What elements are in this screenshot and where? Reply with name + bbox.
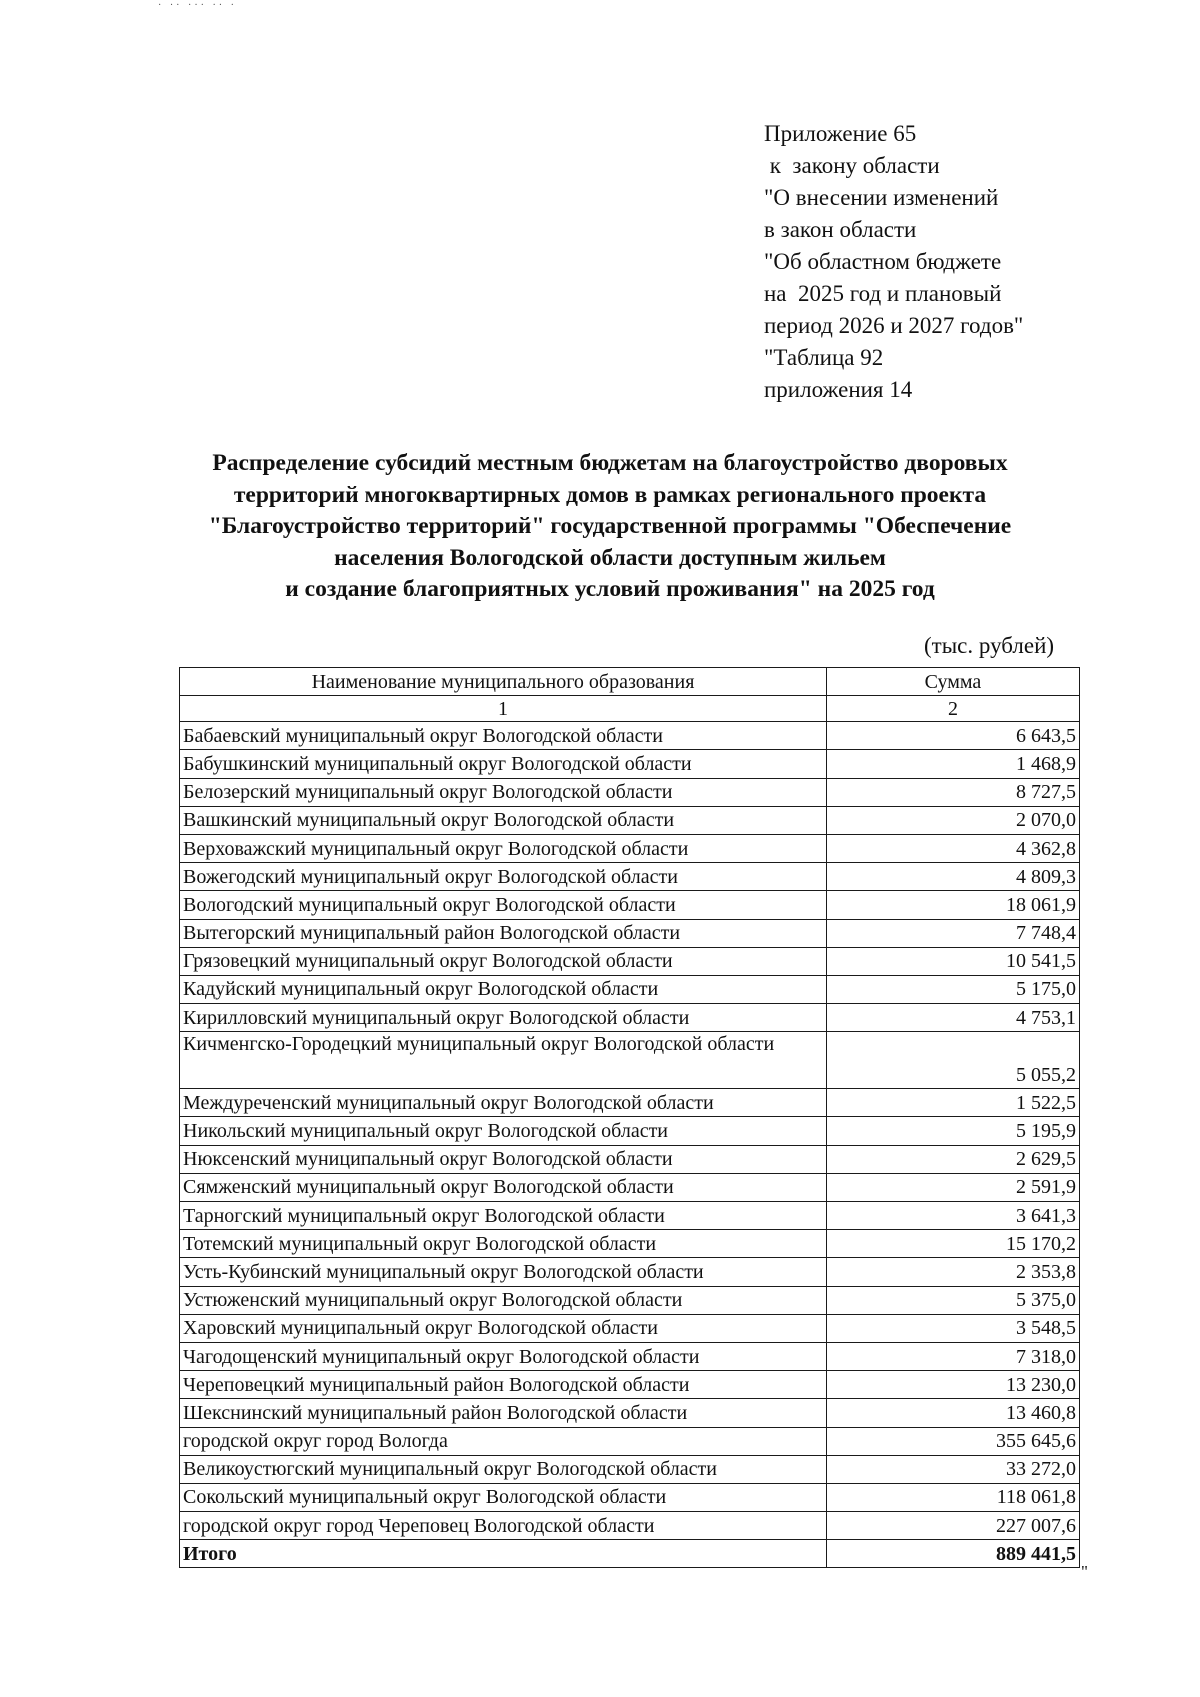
row-name: Нюксенский муниципальный округ Вологодской области [180, 1145, 827, 1173]
row-sum: 2 070,0 [827, 806, 1080, 834]
table-row [180, 1399, 1080, 1427]
row-sum: 5 375,0 [827, 1286, 1080, 1314]
row-sum: 1 468,9 [827, 750, 1080, 778]
appendix-line: "О внесении изменений [764, 185, 999, 210]
row-sum: 4 809,3 [827, 863, 1080, 891]
header-sum: Сумма [827, 668, 1080, 696]
row-sum: 227 007,6 [827, 1512, 1080, 1540]
appendix-line: на 2025 год и плановый [764, 281, 1002, 306]
appendix-line: Приложение 65 [764, 121, 917, 146]
scan-corner-marks: · ·· ··· ·· · [158, 0, 237, 11]
units-note: (тыс. рублей) [924, 633, 1055, 658]
appendix-line: период 2026 и 2027 годов" [764, 313, 1024, 338]
row-sum: 3 641,3 [827, 1202, 1080, 1230]
row-name: Междуреченский муниципальный округ Вологодской области [180, 1089, 827, 1117]
row-sum: 3 548,5 [827, 1314, 1080, 1342]
row-name: Белозерский муниципальный округ Вологодской области [180, 778, 827, 806]
row-sum: 1 522,5 [827, 1089, 1080, 1117]
row-sum: 5 195,9 [827, 1117, 1080, 1145]
table-row [180, 1455, 1080, 1483]
title-line: "Благоустройство территорий" государственной программы "Обеспечение [208, 513, 1012, 539]
table-header-row [180, 668, 1080, 696]
row-sum: 6 643,5 [827, 722, 1080, 750]
total-label: Итого [180, 1540, 827, 1568]
appendix-header [764, 118, 1023, 406]
row-name: Чагодощенский муниципальный округ Вологодской области [180, 1342, 827, 1370]
appendix-line: "Таблица 92 [764, 345, 884, 370]
row-name: Тотемский муниципальный округ Вологодской области [180, 1230, 827, 1258]
title-line: территорий многоквартирных домов в рамках регионального проекта [233, 481, 987, 508]
table-row [180, 722, 1080, 750]
table-row [180, 1427, 1080, 1455]
row-name: Устюженский муниципальный округ Вологодской области [180, 1286, 827, 1314]
row-name: Тарногский муниципальный округ Вологодской области [180, 1202, 827, 1230]
appendix-line: в закон области [764, 217, 917, 242]
subsidy-table [179, 667, 1080, 1568]
table-row [180, 1483, 1080, 1511]
row-name: городской округ город Вологда [180, 1427, 827, 1455]
row-name: Кирилловский муниципальный округ Вологодской области [180, 1004, 827, 1032]
table-row [180, 1286, 1080, 1314]
title-line: населения Вологодской области доступным жильем [334, 544, 886, 571]
appendix-line: к закону области [764, 153, 940, 178]
table-row [180, 1314, 1080, 1342]
table-row [180, 778, 1080, 806]
row-name: Шекснинский муниципальный район Вологодской области [180, 1399, 827, 1427]
row-name: Великоустюгский муниципальный округ Вологодской области [180, 1455, 827, 1483]
row-name: Вологодский муниципальный округ Вологодской области [180, 891, 827, 919]
table-row [180, 1258, 1080, 1286]
title-line: и создание благоприятных условий проживания" на 2025 год [285, 576, 935, 602]
row-sum: 5 175,0 [827, 975, 1080, 1003]
row-sum: 10 541,5 [827, 947, 1080, 975]
appendix-line: "Об областном бюджете [764, 249, 1002, 274]
row-sum: 355 645,6 [827, 1427, 1080, 1455]
table-row [180, 1342, 1080, 1370]
table-row [180, 806, 1080, 834]
table-row [180, 863, 1080, 891]
row-name: Сокольский муниципальный округ Вологодской области [180, 1483, 827, 1511]
column-index-row [180, 696, 1080, 722]
table-row [180, 1089, 1080, 1117]
table-row [180, 1117, 1080, 1145]
row-name: Бабаевский муниципальный округ Вологодской области [180, 722, 827, 750]
row-name: Череповецкий муниципальный район Вологодской области [180, 1371, 827, 1399]
document-title [150, 448, 1070, 606]
row-name: Вашкинский муниципальный округ Вологодской области [180, 806, 827, 834]
row-sum: 4 362,8 [827, 834, 1080, 862]
table-row [180, 919, 1080, 947]
closing-quote: " [1081, 1562, 1088, 1581]
row-name: Усть-Кубинский муниципальный округ Вологодской области [180, 1258, 827, 1286]
table-row [180, 1145, 1080, 1173]
total-row [180, 1540, 1080, 1568]
row-name: Кадуйский муниципальный округ Вологодской области [180, 975, 827, 1003]
row-name: Бабушкинский муниципальный округ Вологодской области [180, 750, 827, 778]
table-row [180, 1004, 1080, 1032]
appendix-line: приложения 14 [764, 377, 913, 402]
row-sum: 2 353,8 [827, 1258, 1080, 1286]
row-name: Вожегодский муниципальный округ Вологодской области [180, 863, 827, 891]
title-line: Распределение субсидий местным бюджетам на благоустройство дворовых [212, 450, 1008, 476]
row-name: Харовский муниципальный округ Вологодской области [180, 1314, 827, 1342]
row-name: Никольский муниципальный округ Вологодской области [180, 1117, 827, 1145]
table-row [180, 891, 1080, 919]
row-sum: 13 230,0 [827, 1371, 1080, 1399]
column-index-sum: 2 [827, 696, 1080, 722]
row-name: городской округ город Череповец Вологодской области [180, 1512, 827, 1540]
row-sum: 18 061,9 [827, 891, 1080, 919]
header-name: Наименование муниципального образования [180, 668, 827, 696]
table-row [180, 1202, 1080, 1230]
row-name: Сямженский муниципальный округ Вологодской области [180, 1173, 827, 1201]
row-name: Вытегорский муниципальный район Вологодской области [180, 919, 827, 947]
table-row [180, 1032, 1080, 1089]
row-sum: 13 460,8 [827, 1399, 1080, 1427]
table-row [180, 1371, 1080, 1399]
table-row [180, 1230, 1080, 1258]
total-sum: 889 441,5 [827, 1540, 1080, 1568]
column-index-name: 1 [180, 696, 827, 722]
row-sum: 7 748,4 [827, 919, 1080, 947]
row-sum: 15 170,2 [827, 1230, 1080, 1258]
row-name: Верховажский муниципальный округ Вологодской области [180, 834, 827, 862]
table-row [180, 975, 1080, 1003]
table-row [180, 1173, 1080, 1201]
row-name: Грязовецкий муниципальный округ Вологодской области [180, 947, 827, 975]
table-row [180, 750, 1080, 778]
row-sum: 5 055,2 [827, 1032, 1080, 1089]
row-sum: 2 629,5 [827, 1145, 1080, 1173]
row-sum: 8 727,5 [827, 778, 1080, 806]
row-sum: 7 318,0 [827, 1342, 1080, 1370]
table-row [180, 947, 1080, 975]
row-sum: 33 272,0 [827, 1455, 1080, 1483]
table-row [180, 1512, 1080, 1540]
row-name: Кичменгско-Городецкий муниципальный округ Вологодской области [180, 1032, 827, 1089]
table-row [180, 834, 1080, 862]
row-sum: 2 591,9 [827, 1173, 1080, 1201]
row-sum: 118 061,8 [827, 1483, 1080, 1511]
row-sum: 4 753,1 [827, 1004, 1080, 1032]
